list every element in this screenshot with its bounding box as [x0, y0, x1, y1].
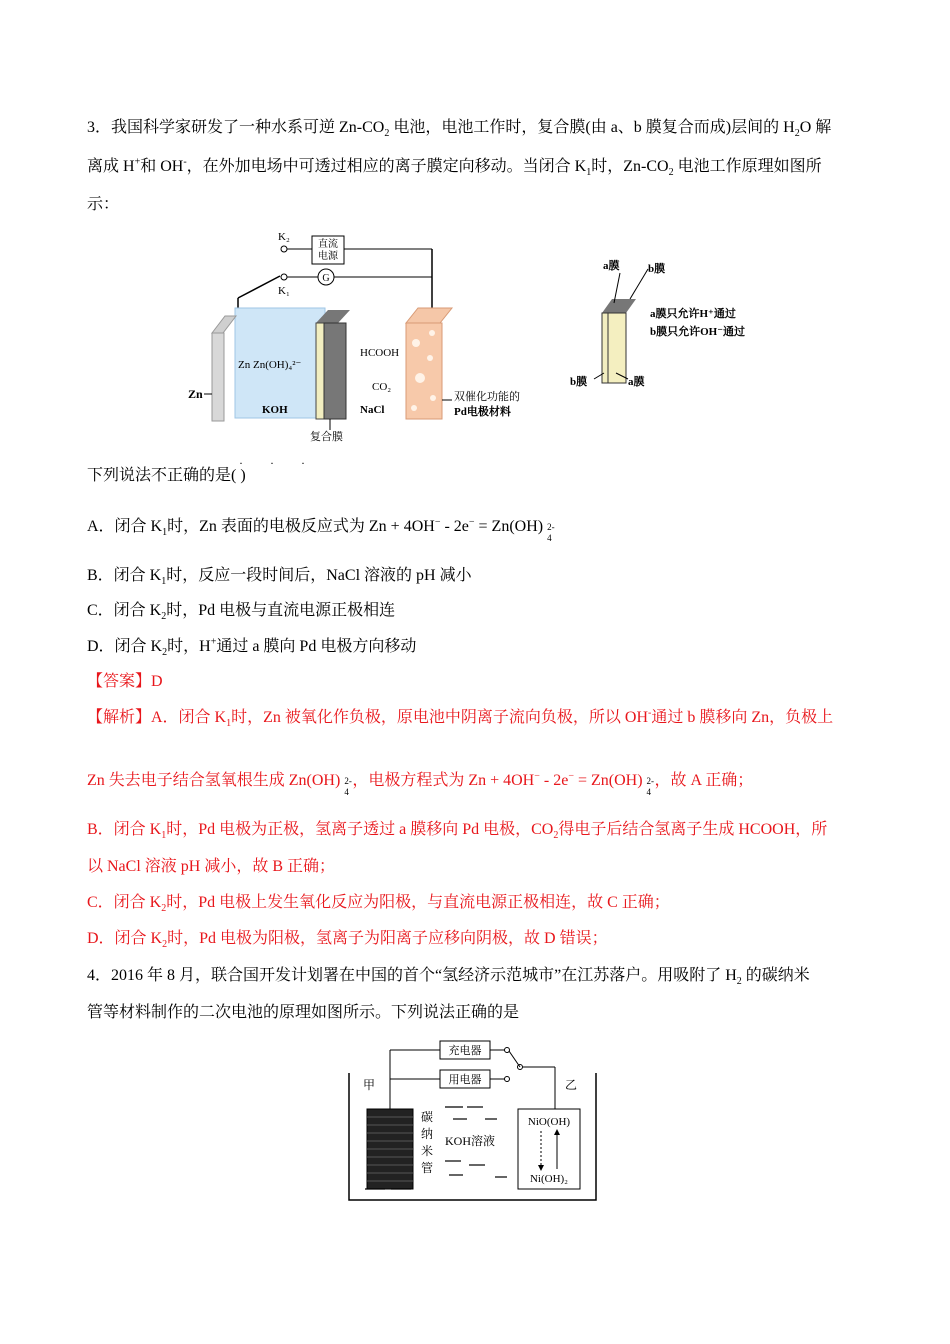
dc-source-label-2: 电源	[318, 251, 338, 262]
secondary-battery-diagram	[345, 1037, 605, 1207]
membrane-detail-diagram	[568, 255, 788, 400]
co2-label: CO₂	[372, 381, 392, 393]
q3-stem: · · · 下列说法不正确的是( )	[87, 466, 950, 486]
q4-line2: 管等材料制作的二次电池的原理如图所示。下列说法正确的是	[87, 1004, 520, 1021]
yi-label: 乙	[565, 1078, 578, 1092]
b-membrane-note: b膜只允许OH⁻通过	[650, 326, 746, 338]
q3-line3: 示：	[87, 196, 120, 213]
zn-label: Zn	[188, 387, 203, 401]
a-membrane-bottom-label: a膜	[628, 376, 645, 388]
nacl-label: NaCl	[360, 404, 385, 416]
composite-membrane-label: 复合膜	[310, 431, 343, 443]
nio-oh-label: NiO(OH)	[527, 1116, 571, 1128]
q3-explain-b-2: 以 NaCl 溶液 pH 减小，故 B 正确；	[87, 858, 336, 875]
pd-electrode-label-2: Pd电极材料	[454, 406, 511, 418]
q4-line1: 4．2016 年 8 月，联合国开发计划署在中国的首个“氢经济示范城市”在江苏落户。用吸附了 $H_2$ 的碳纳米	[87, 967, 810, 988]
jia-label: 甲	[363, 1078, 376, 1092]
a-membrane-note: a膜只允许H⁺通过	[650, 308, 736, 320]
cnt-label-2: 纳	[421, 1127, 434, 1141]
q3-answer: 【答案】D	[87, 673, 163, 690]
q3-option-b: B．闭合 $K_1$时，反应一段时间后，NaCl 溶液的 pH 减小	[87, 567, 472, 588]
cnt-label-3: 米	[421, 1144, 434, 1158]
cnt-label-4: 管	[421, 1161, 434, 1175]
q3-explain-b-1: B．闭合 $K_1$时，Pd 电极为正极，氢离子透过 a 膜移向 Pd 电极，$CO_2$得电子后结合氢离子生成 HCOOH，所	[87, 821, 828, 842]
cnt-label-1: 碳	[421, 1110, 434, 1124]
dc-source-label-1: 直流	[318, 239, 338, 250]
emphasis-dots: · · ·	[239, 456, 317, 470]
a-membrane-top-label: a膜	[603, 260, 620, 272]
ni-oh2-label: Ni(OH)₂	[529, 1173, 569, 1185]
q3-explain-a-2: Zn 失去电子结合氢氧根生成 Zn(OH) 2- 4 ，电极方程式为 Zn + 4OH− - 2e− = Zn(OH) 2- 4 ，故 A 正确；	[87, 770, 754, 797]
switch-k2-label: K₂	[278, 231, 290, 243]
appliance-label: 用电器	[448, 1074, 482, 1086]
q3-explain-d: D．闭合 $K_2$时，Pd 电极为阳极，氢离子为阳离子应移向阴极，故 D 错误；	[87, 930, 608, 951]
switch-k1-label: K₁	[278, 285, 290, 297]
q3-option-a: A．闭合 $K_1$时，Zn 表面的电极反应式为 Zn + 4OH− - 2e− = Zn(OH) 2- 4	[87, 516, 555, 543]
koh-label: KOH	[262, 404, 288, 416]
b-membrane-bottom-label: b膜	[570, 376, 588, 388]
q3-line2: 离成 H+和 OH-，在外加电场中可透过相应的离子膜定向移动。当闭合 $K_1$时，$Zn-CO_2$ 电池工作原理如图所	[87, 156, 822, 179]
galvanometer-label: G	[322, 273, 330, 284]
zn-co2-battery-diagram	[180, 228, 560, 448]
pd-electrode-label-1: 双催化功能的	[454, 391, 520, 403]
hcooh-label: HCOOH	[360, 347, 400, 359]
q3-explain-a-1: 【解析】A．闭合 $K_1$时，Zn 被氧化作负极，原电池中阴离子流向负极，所以 OH-通过 b 膜移向 Zn，负极上	[87, 707, 834, 730]
zn-reaction-label: Zn Zn(OH)₄²⁻	[238, 359, 302, 371]
charger-label: 充电器	[448, 1045, 482, 1057]
b-membrane-top-label: b膜	[648, 263, 666, 275]
q3-option-d: D．闭合 $K_2$时，H+通过 a 膜向 Pd 电极方向移动	[87, 636, 417, 659]
q3-line1: 3．我国科学家研发了一种水系可逆 $Zn-CO_2$ 电池，电池工作时，复合膜(由 a、b 膜复合而成)层间的 $H_2O$ 解	[87, 119, 832, 140]
q3-option-c: C．闭合 $K_2$时，Pd 电极与直流电源正极相连	[87, 602, 396, 623]
koh-solution-label: KOH溶液	[445, 1134, 495, 1148]
q3-explain-c: C．闭合 $K_2$时，Pd 电极上发生氧化反应为阳极，与直流电源正极相连，故 C 正确；	[87, 894, 670, 915]
